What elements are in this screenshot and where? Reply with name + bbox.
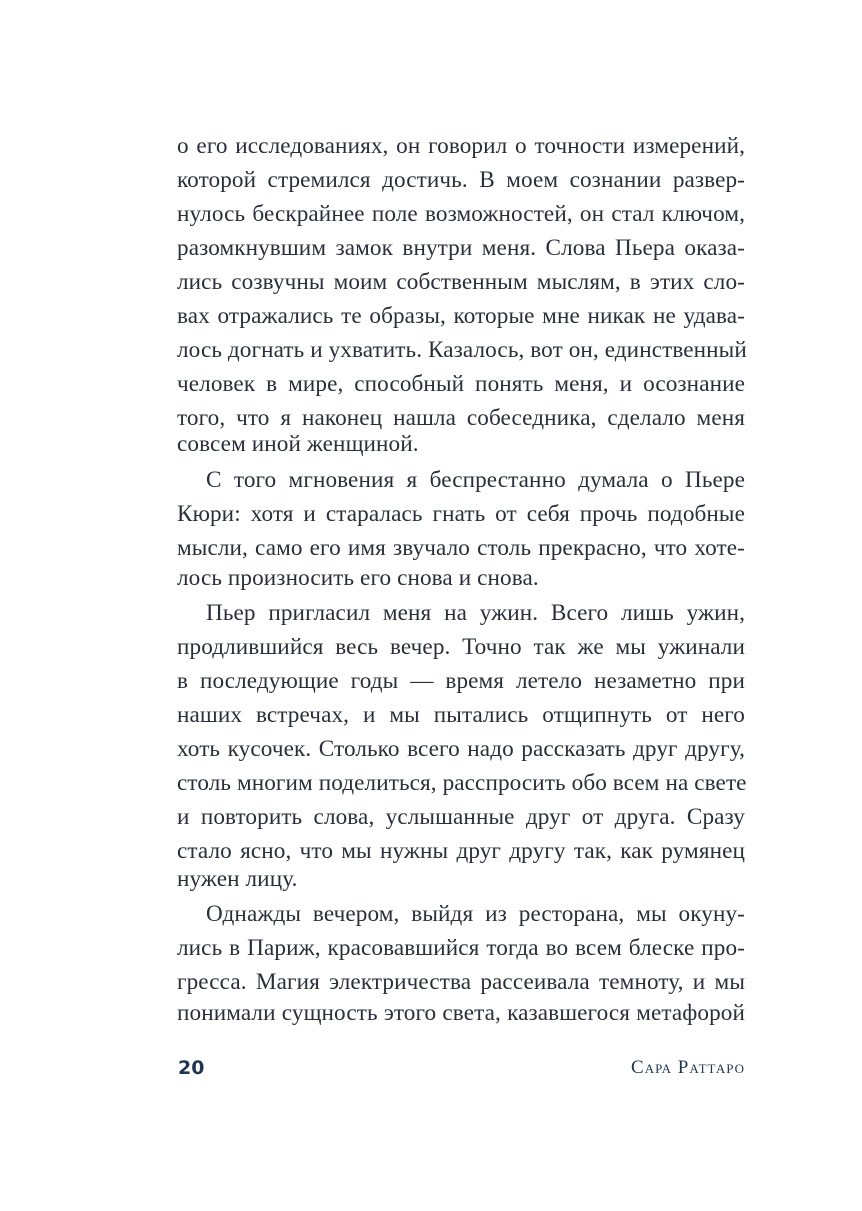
text-line: лись в Париж, красовавшийся тогда во всем блеске про- xyxy=(177,935,745,961)
page-number: 20 xyxy=(178,1057,205,1079)
text-line: того, что я наконец нашла собеседника, сделало меня xyxy=(177,405,745,431)
text-line: наших встречах, и мы пытались отщипнуть от него xyxy=(177,702,745,728)
text-line: понимали сущность этого света, казавшегося метафорой xyxy=(177,1000,745,1026)
text-line: гресса. Магия электричества рассеивала темноту, и мы xyxy=(177,969,745,995)
running-footer-author: Сара Раттаро xyxy=(631,1057,745,1078)
text-line: хоть кусочек. Столько всего надо рассказать друг другу, xyxy=(177,736,745,762)
text-line: С того мгновения я беспрестанно думала о Пьере xyxy=(206,467,745,493)
text-line: и повторить слова, услышанные друг от друга. Сразу xyxy=(177,804,745,830)
text-line: которой стремился достичь. В моем сознании развер- xyxy=(177,167,745,193)
text-line: совсем иной женщиной. xyxy=(177,431,419,457)
text-line: лось догнать и ухватить. Казалось, вот он, единственный xyxy=(177,337,747,363)
text-line: Пьер пригласил меня на ужин. Всего лишь ужин, xyxy=(206,600,745,626)
text-line: столь многим поделиться, расспросить обо всем на свете xyxy=(177,770,747,796)
text-line: стало ясно, что мы нужны друг другу так, как румянец xyxy=(177,838,745,864)
text-line: о его исследованиях, он говорил о точности измерений, xyxy=(177,133,745,159)
text-line: лись созвучны моим собственным мыслям, в этих сло- xyxy=(177,269,745,295)
text-line: разомкнувшим замок внутри меня. Слова Пьера оказа- xyxy=(177,235,745,261)
text-line: нулось бескрайнее поле возможностей, он стал ключом, xyxy=(177,201,745,227)
text-line: лось произносить его снова и снова. xyxy=(177,565,539,591)
text-line: продлившийся весь вечер. Точно так же мы ужинали xyxy=(177,634,745,660)
text-line: в последующие годы — время летело незаметно при xyxy=(177,668,745,694)
text-line: Однажды вечером, выйдя из ресторана, мы окуну- xyxy=(206,901,745,927)
text-line: вах отражались те образы, которые мне никак не удава- xyxy=(177,303,745,329)
text-line: Кюри: хотя и старалась гнать от себя прочь подобные xyxy=(177,501,745,527)
text-line: нужен лицу. xyxy=(177,866,298,892)
text-line: мысли, само его имя звучало столь прекрасно, что хоте- xyxy=(177,535,745,561)
text-line: человек в мире, способный понять меня, и осознание xyxy=(177,371,745,397)
